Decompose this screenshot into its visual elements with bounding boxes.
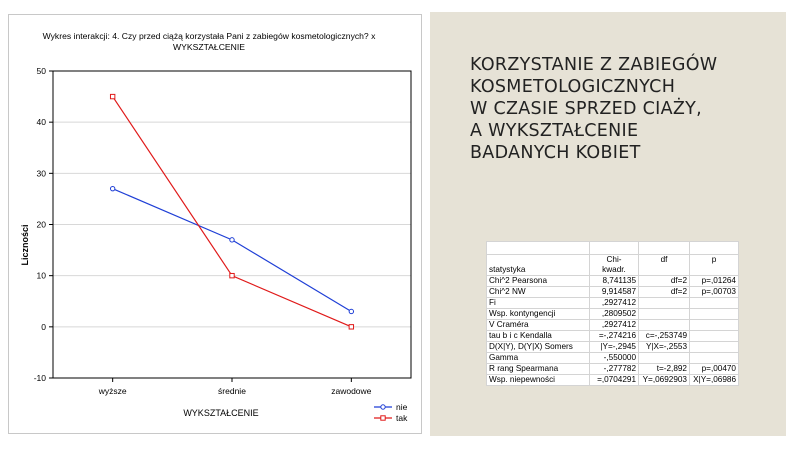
- table-cell: Gamma: [487, 353, 590, 364]
- x-axis-label: WYKSZTAŁCENIE: [183, 408, 259, 418]
- table-cell: 8,741135: [590, 276, 639, 287]
- legend-marker-nie: [381, 405, 385, 409]
- data-point-tak: [110, 94, 114, 98]
- x-tick-label: wyższe: [98, 386, 127, 396]
- table-cell: Wsp. kontyngencji: [487, 309, 590, 320]
- table-cell: -,277782: [590, 364, 639, 375]
- table-blank-row: [487, 242, 739, 255]
- table-cell: p=,00703: [690, 287, 739, 298]
- table-cell: [487, 242, 590, 255]
- table-cell: V Craméra: [487, 320, 590, 331]
- table-row: [487, 375, 739, 386]
- header-chi-line-1: Chi-: [606, 255, 622, 264]
- x-tick-label: średnie: [218, 386, 246, 396]
- table-cell: D(X|Y), D(Y|X) Somers: [487, 342, 590, 353]
- table-cell: [590, 242, 639, 255]
- chart-legend: [374, 402, 408, 423]
- y-tick-label: 50: [36, 66, 46, 76]
- data-point-nie: [230, 238, 234, 242]
- header-statystyka: statystyka: [487, 255, 590, 276]
- data-point-tak: [349, 325, 353, 329]
- table-cell: [690, 331, 739, 342]
- table-cell: -,550000: [590, 353, 639, 364]
- table-cell: [639, 320, 690, 331]
- table-row: [487, 342, 739, 353]
- series-line-tak: [113, 97, 352, 327]
- header-p: p: [690, 255, 739, 276]
- y-tick-label: -10: [33, 373, 46, 383]
- table-cell: c=-,253749: [639, 331, 690, 342]
- table-cell: df=2: [639, 287, 690, 298]
- table-cell: [690, 353, 739, 364]
- table-row: [487, 287, 739, 298]
- chart-title-line-2: WYKSZTAŁCENIE: [173, 42, 245, 52]
- interaction-chart: [8, 14, 422, 434]
- table-row: [487, 331, 739, 342]
- table-row: [487, 353, 739, 364]
- table-cell: [690, 342, 739, 353]
- header-chi-kwadr: [590, 255, 639, 276]
- table-row: [487, 320, 739, 331]
- table-cell: [690, 320, 739, 331]
- slide-text-panel: [430, 12, 786, 436]
- table-cell: ,2927412: [590, 298, 639, 309]
- table-cell: [639, 309, 690, 320]
- table-row: [487, 298, 739, 309]
- table-cell: [639, 298, 690, 309]
- y-tick-label: 10: [36, 270, 46, 281]
- statistics-table: [486, 241, 739, 386]
- table-cell: X|Y=,06986: [690, 375, 739, 386]
- slide-title: [470, 54, 770, 164]
- table-cell: Chi^2 Pearsona: [487, 276, 590, 287]
- table-cell: p=,01264: [690, 276, 739, 287]
- table-cell: t=-2,892: [639, 364, 690, 375]
- table-cell: df=2: [639, 276, 690, 287]
- y-tick-label: 30: [36, 168, 46, 179]
- table-header-row: [487, 255, 739, 276]
- legend-marker-tak: [381, 416, 385, 420]
- data-point-nie: [349, 309, 353, 313]
- table-cell: p=,00470: [690, 364, 739, 375]
- chart-title-line-1: Wykres interakcji: 4. Czy przed ciążą korzystała Pani z zabiegów kosmetologicznych? x: [42, 31, 376, 41]
- table-cell: [639, 242, 690, 255]
- chart-canvas: [9, 15, 423, 435]
- slide-title-line: KORZYSTANIE Z ZABIEGÓW: [470, 55, 718, 75]
- slide-title-line: KOSMETOLOGICZNYCH: [470, 77, 676, 97]
- table-cell: ,2809502: [590, 309, 639, 320]
- data-point-tak: [230, 273, 234, 277]
- series-line-nie: [113, 189, 352, 312]
- slide-title-line: A WYKSZTAŁCENIE: [470, 121, 639, 141]
- slide-title-line: W CZASIE SPRZED CIAŻY,: [470, 99, 703, 119]
- table-cell: =,0704291: [590, 375, 639, 386]
- table-cell: Fi: [487, 298, 590, 309]
- header-df: df: [639, 255, 690, 276]
- y-tick-label: 20: [36, 219, 46, 230]
- y-tick-label: 0: [41, 321, 46, 332]
- y-axis-label: Liczności: [20, 224, 30, 266]
- table-cell: tau b i c Kendalla: [487, 331, 590, 342]
- y-tick-label: 40: [36, 117, 46, 128]
- data-point-nie: [110, 186, 114, 190]
- table-cell: 9,914587: [590, 287, 639, 298]
- statistics-table-body: [487, 276, 739, 386]
- table-cell: R rang Spearmana: [487, 364, 590, 375]
- table-cell: [690, 242, 739, 255]
- table-cell: [690, 298, 739, 309]
- table-cell: =-,274216: [590, 331, 639, 342]
- legend-label-tak: tak: [396, 413, 408, 423]
- slide-title-line: BADANYCH KOBIET: [470, 143, 641, 163]
- table-cell: Chi^2 NW: [487, 287, 590, 298]
- table-cell: |Y=-,2945: [590, 342, 639, 353]
- table-row: [487, 309, 739, 320]
- header-chi-line-2: kwadr.: [602, 265, 626, 274]
- x-tick-label: zawodowe: [331, 386, 372, 396]
- table-cell: Y|X=-,2553: [639, 342, 690, 353]
- table-cell: [690, 309, 739, 320]
- plot-area: [34, 66, 411, 396]
- table-cell: [639, 353, 690, 364]
- table-row: [487, 364, 739, 375]
- table-cell: ,2927412: [590, 320, 639, 331]
- legend-label-nie: nie: [396, 402, 408, 412]
- table-cell: Y=,0692903: [639, 375, 690, 386]
- table-cell: Wsp. niepewności: [487, 375, 590, 386]
- table-row: [487, 276, 739, 287]
